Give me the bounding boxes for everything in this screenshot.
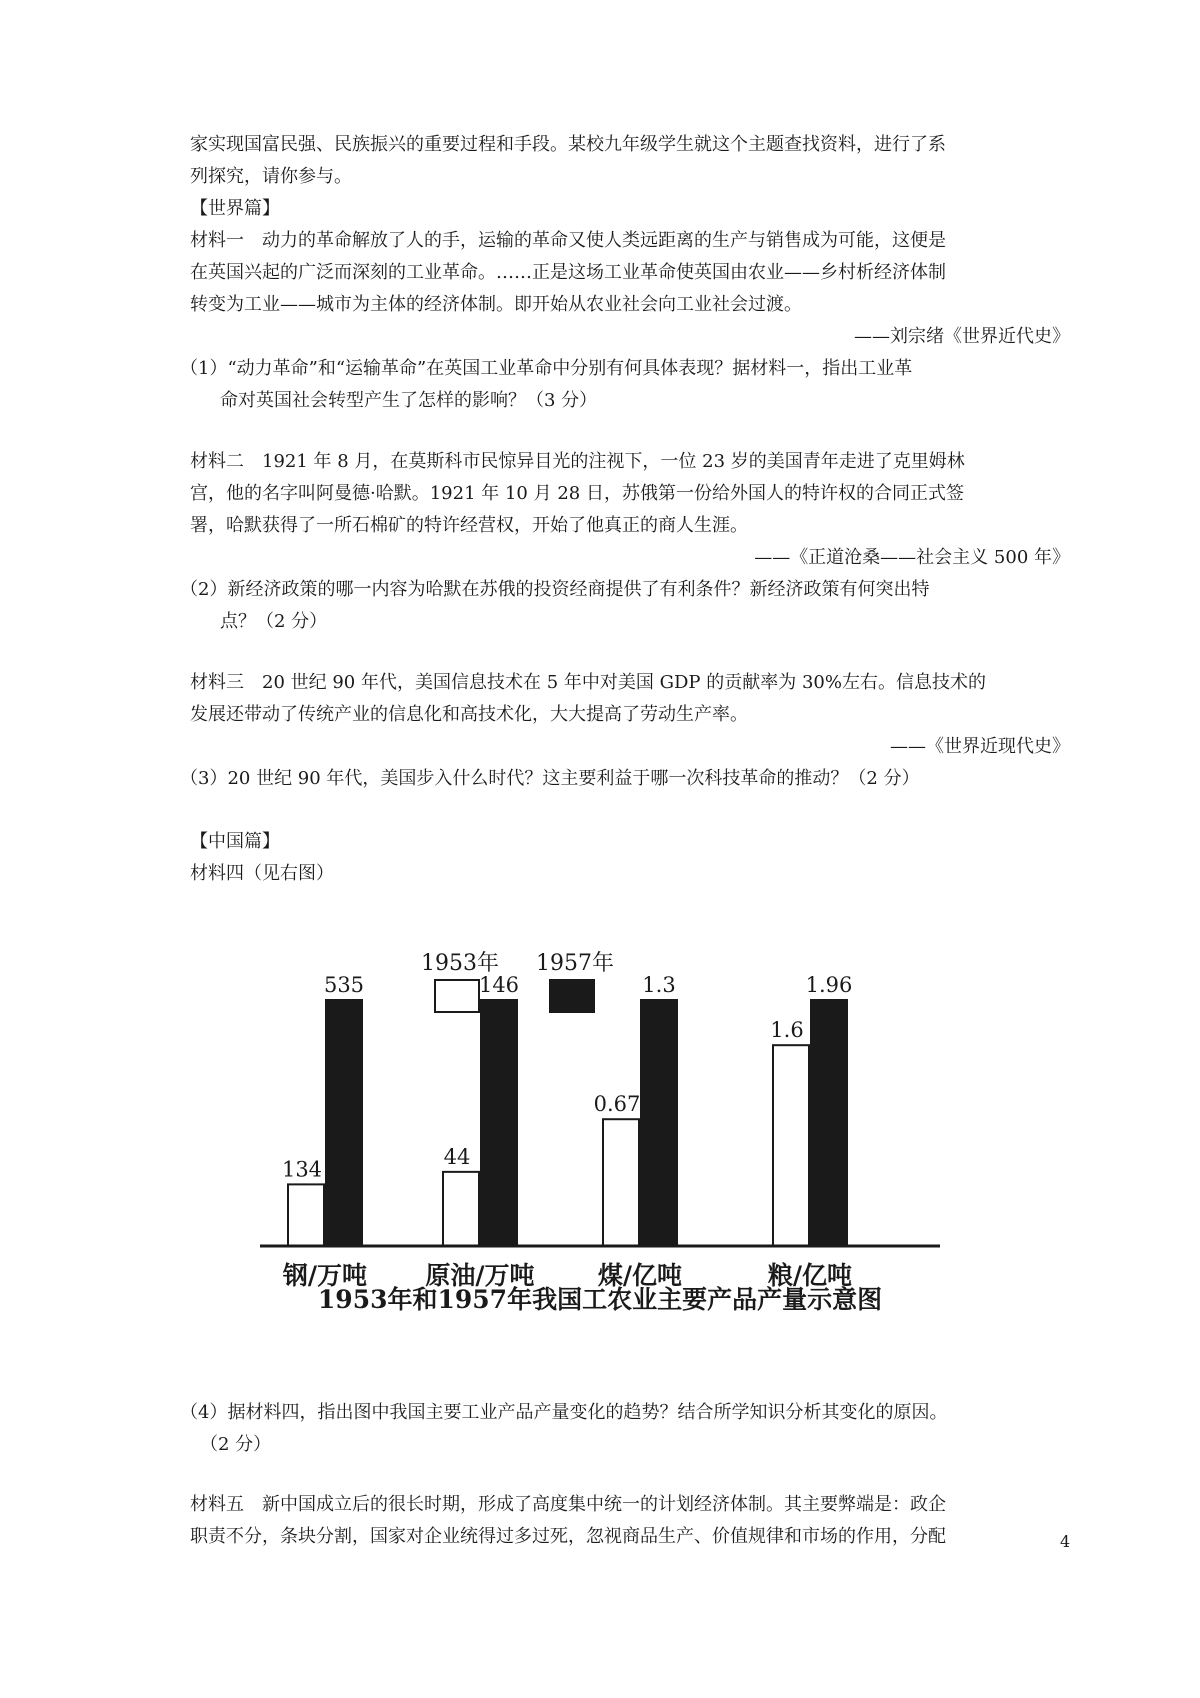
page-number: 4 [1060, 1532, 1071, 1551]
bar-value-label: 44 [443, 1144, 471, 1169]
material-3-line-1: 材料三 20 世纪 90 年代，美国信息技术在 5 年中对美国 GDP 的贡献率为 30%左右。信息技术的 [190, 672, 986, 693]
production-bar-chart [250, 900, 950, 1320]
world-heading: 【世界篇】 [190, 198, 280, 219]
bar-1957-1 [326, 1000, 362, 1246]
category-label: 煤/亿吨 [597, 1261, 683, 1290]
question-2 [180, 574, 1080, 638]
bar-1953-3 [603, 1119, 639, 1246]
question-2-line-2: 点？（2 分） [220, 611, 328, 632]
intro-line-1: 家实现国富民强、民族振兴的重要过程和手段。某校九年级学生就这个主题查找资料，进行了系 [190, 134, 946, 155]
material-2-source: ——《正道沧桑——社会主义 500 年》 [754, 547, 1070, 568]
question-4 [180, 1397, 1080, 1461]
legend-label: 1957年 [536, 951, 614, 976]
legend-label: 1953年 [421, 951, 499, 976]
material-2-line-3: 署，哈默获得了一所石棉矿的特许经营权，开始了他真正的商人生涯。 [190, 515, 748, 536]
bar-value-label: 1.96 [805, 973, 853, 997]
material-5-line-1: 材料五 新中国成立后的很长时期，形成了高度集中统一的计划经济体制。其主要弊端是：政企 [190, 1494, 946, 1515]
question-1 [180, 353, 1080, 417]
category-label: 原油/万吨 [425, 1261, 535, 1290]
material-1-source: ——刘宗绪《世界近代史》 [854, 326, 1070, 347]
intro-line-2: 列探究，请你参与。 [190, 166, 352, 187]
bar-1953-2 [443, 1172, 479, 1246]
china-heading: 【中国篇】 [190, 831, 280, 852]
bar-value-label: 0.67 [593, 1092, 641, 1117]
material-5-line-2: 职责不分，条块分割，国家对企业统得过多过死，忽视商品生产、价值规律和市场的作用，分配 [190, 1526, 946, 1547]
category-label: 钢/万吨 [282, 1261, 368, 1290]
question-1-line-2: 命对英国社会转型产生了怎样的影响？（3 分） [220, 390, 598, 411]
bar-1957-4 [811, 1000, 847, 1246]
bar-1953-4 [773, 1045, 809, 1246]
question-3-line-1: （3）20 世纪 90 年代，美国步入什么时代？这主要利益于哪一次科技革命的推动？（2 分） [180, 768, 920, 789]
category-label: 粮/亿吨 [767, 1261, 853, 1290]
material-4-line-1: 材料四（见右图） [190, 863, 334, 884]
material-2-line-2: 宫，他的名字叫阿曼德·哈默。1921 年 10 月 28 日，苏俄第一份给外国人的特许权的合同正式签 [190, 483, 964, 504]
question-2-line-1: （2）新经济政策的哪一内容为哈默在苏俄的投资经商提供了有利条件？新经济政策有何突出特 [180, 579, 930, 600]
material-3-source: ——《世界近现代史》 [890, 736, 1070, 757]
bar-1953-1 [288, 1184, 324, 1246]
bar-value-label: 535 [323, 973, 365, 997]
question-4-line-2: （2 分） [200, 1434, 272, 1455]
bar-value-label: 134 [281, 1157, 323, 1182]
legend-swatch [550, 980, 594, 1012]
chart-bars [282, 973, 852, 1246]
material-1-line-1: 材料一 动力的革命解放了人的手，运输的革命又使人类远距离的生产与销售成为可能，这便是 [190, 230, 946, 251]
bar-value-label: 1.3 [642, 973, 676, 997]
material-2-line-1: 材料二 1921 年 8 月，在莫斯科市民惊异目光的注视下，一位 23 岁的美国青年走进了克里姆林 [190, 451, 965, 472]
bar-value-label: 1.6 [770, 1018, 804, 1043]
question-1-line-1: （1）“动力革命”和“运输革命”在英国工业革命中分别有何具体表现？据材料一，指出工业革 [180, 358, 913, 379]
material-3-line-2: 发展还带动了传统产业的信息化和高技术化，大大提高了劳动生产率。 [190, 704, 748, 725]
material-1-line-2: 在英国兴起的广泛而深刻的工业革命。……正是这场工业革命使英国由农业——乡村析经济体制 [190, 262, 946, 283]
chart-title: 1953年和1957年我国工农业主要产品产量示意图 [317, 1285, 883, 1314]
bar-value-label: 146 [478, 973, 520, 997]
legend-swatch [435, 980, 479, 1012]
bar-1957-2 [481, 1000, 517, 1246]
question-4-line-1: （4）据材料四，指出图中我国主要工业产品产量变化的趋势？结合所学知识分析其变化的原因。 [180, 1402, 948, 1423]
bar-1957-3 [641, 1000, 677, 1246]
question-3 [180, 763, 1080, 795]
material-1-line-3: 转变为工业——城市为主体的经济体制。即开始从农业社会向工业社会过渡。 [190, 294, 802, 315]
